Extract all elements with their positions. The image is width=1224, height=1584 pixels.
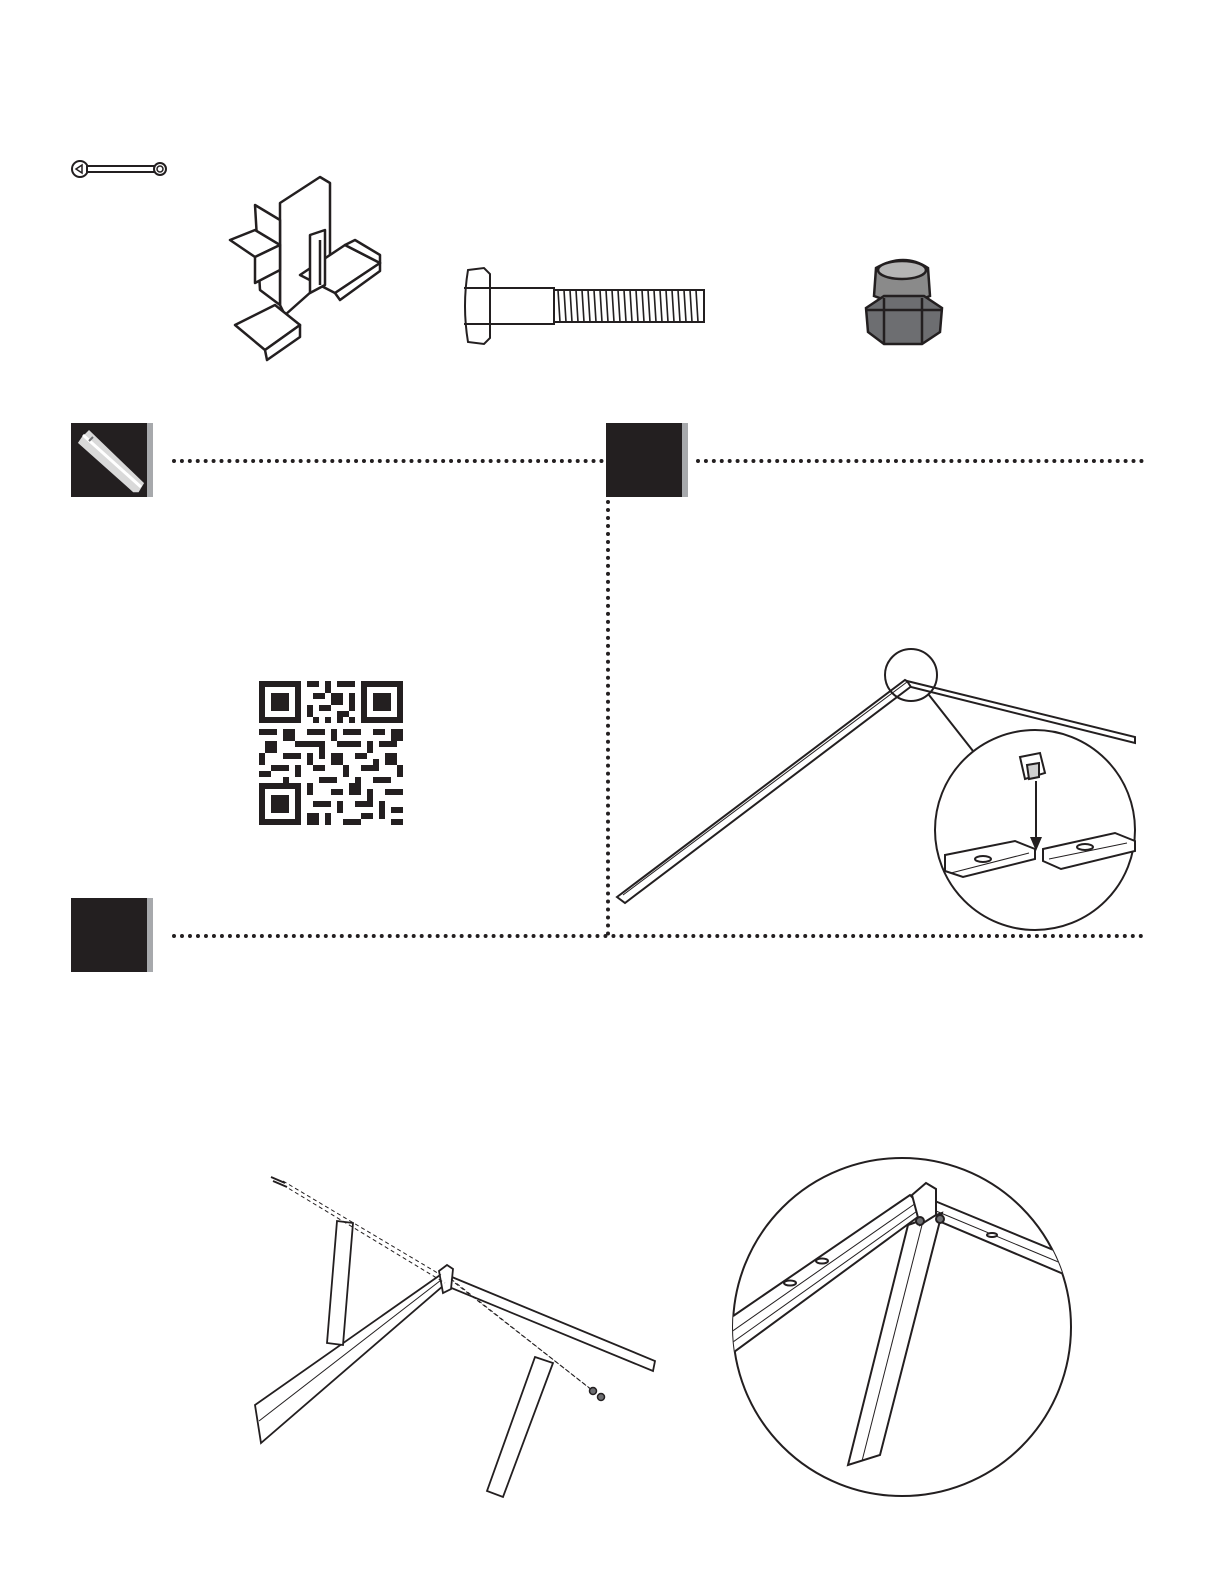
step-marker-right xyxy=(606,423,688,497)
tool-step-divider xyxy=(172,459,604,463)
hex-bolt-icon xyxy=(460,266,710,346)
step-marker-bottom xyxy=(71,898,153,972)
brace-detail-zoom xyxy=(730,1155,1075,1500)
frame-corner-diagram-icon xyxy=(615,645,1155,940)
hex-key-icon xyxy=(75,427,145,493)
corner-bracket-icon xyxy=(225,175,390,360)
step-divider-right xyxy=(696,459,1144,463)
column-divider xyxy=(606,500,610,936)
qr-code-icon xyxy=(259,680,403,826)
wrench-icon xyxy=(70,158,170,180)
step-divider-bottom xyxy=(172,934,1144,938)
tool-step-marker xyxy=(71,423,153,497)
brace-assembly-diagram-icon xyxy=(255,1165,665,1500)
cap-nut-icon xyxy=(862,258,946,348)
